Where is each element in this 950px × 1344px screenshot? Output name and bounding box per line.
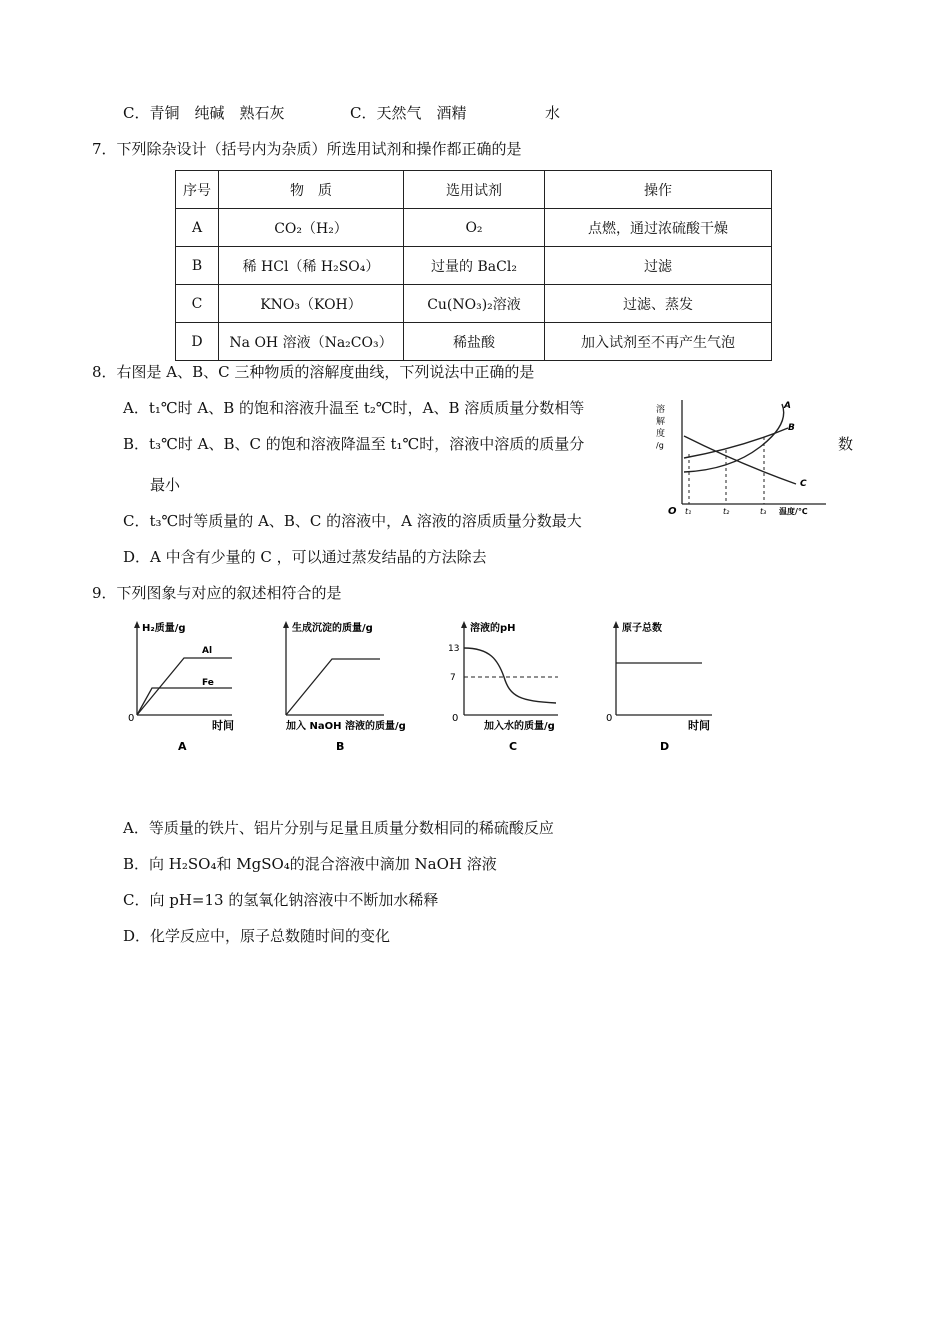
- table-row: [176, 247, 772, 285]
- table-cell: C: [176, 285, 219, 323]
- y-label-1: 溶: [656, 405, 666, 415]
- q9-option-d: D．化学反应中，原子总数随时间的变化: [123, 927, 391, 945]
- q6-option-c: [123, 102, 284, 123]
- q7-stem: 7．下列除杂设计（括号内为杂质）所选用试剂和操作都正确的是: [92, 140, 522, 158]
- table-cell: D: [176, 323, 219, 361]
- table-cell: O₂: [404, 209, 545, 247]
- graph-b-letter: B: [336, 740, 345, 753]
- tick-7: 7: [450, 673, 456, 683]
- graph-d-letter: D: [660, 740, 670, 753]
- q8-option-b: B．t₃℃时 A、B、C 的饱和溶液降温至 t₁℃时，溶液中溶质的质量分: [123, 435, 585, 453]
- table-header-row: [176, 171, 772, 209]
- q9-option-c: C．向 pH=13 的氢氧化钠溶液中不断加水稀释: [123, 891, 439, 909]
- graph-a-xlabel: 时间: [212, 719, 234, 732]
- table-cell: 点燃，通过浓硫酸干燥: [545, 209, 772, 247]
- graph-b-ylabel: 生成沉淀的质量/g: [292, 623, 373, 634]
- q8-option-a: A．t₁℃时 A、B 的饱和溶液升温至 t₂℃时，A、B 溶质质量分数相等: [123, 399, 585, 417]
- graph-c-xlabel: 加入水的质量/g: [484, 721, 555, 732]
- ph-curve: [464, 648, 556, 703]
- curve-b-label: B: [788, 423, 795, 433]
- q9-option-a: A．等质量的铁片、铝片分别与足量且质量分数相同的稀硫酸反应: [123, 819, 554, 837]
- graph-c-letter: C: [509, 740, 518, 753]
- graph-a: [120, 615, 245, 755]
- table-row: [176, 209, 772, 247]
- table-cell: B: [176, 247, 219, 285]
- precipitate-line: [286, 659, 380, 715]
- q8-option-c: C．t₃℃时等质量的 A、B、C 的溶液中，A 溶液的溶质质量分数最大: [123, 512, 582, 530]
- table-cell: 稀盐酸: [404, 323, 545, 361]
- q8-option-b-tail: 数: [838, 435, 854, 453]
- q7-table: [175, 170, 772, 361]
- q8-option-d: D．A 中含有少量的 C ，可以通过蒸发结晶的方法除去: [123, 548, 487, 566]
- q6-option-d: [350, 102, 466, 123]
- table-cell: Cu(NO₃)₂溶液: [404, 285, 545, 323]
- table-cell: 过量的 BaCl₂: [404, 247, 545, 285]
- curve-a-label: A: [784, 401, 791, 411]
- table-cell: 过滤: [545, 247, 772, 285]
- tick-t1: t₁: [685, 507, 692, 516]
- y-label-2: 解: [656, 417, 666, 427]
- y-label-3: 度: [656, 429, 666, 439]
- graph-a-letter: A: [178, 740, 187, 753]
- table-cell: 过滤、蒸发: [545, 285, 772, 323]
- curve-a: [684, 404, 784, 472]
- graph-c-ylabel: 溶液的pH: [470, 623, 516, 634]
- table-row: [176, 285, 772, 323]
- origin-label: O: [668, 506, 677, 517]
- q8-option-b-end: 最小: [150, 476, 181, 494]
- table-cell: 稀 HCl（稀 H₂SO₄）: [219, 247, 404, 285]
- q9-option-b: B．向 H₂SO₄和 MgSO₄的混合溶液中滴加 NaOH 溶液: [123, 855, 497, 873]
- table-cell: CO₂（H₂）: [219, 209, 404, 247]
- graph-a-ylabel: H₂质量/g: [142, 623, 186, 634]
- table-header: 操作: [545, 171, 772, 209]
- table-header: 序号: [176, 171, 219, 209]
- graph-c: [440, 615, 585, 755]
- table-header: 物 质: [219, 171, 404, 209]
- q8-stem: 8．右图是 A、B、C 三种物质的溶解度曲线，下列说法中正确的是: [92, 363, 535, 381]
- table-header: 选用试剂: [404, 171, 545, 209]
- graph-c-origin: 0: [452, 713, 459, 724]
- al-line: [137, 658, 232, 715]
- table-cell: Na OH 溶液（Na₂CO₃）: [219, 323, 404, 361]
- curve-c: [684, 436, 796, 484]
- q6-option-d-text: C．天然气 酒精: [350, 104, 467, 122]
- q6-option-d-tail: 水: [545, 104, 561, 122]
- graph-d-ylabel: 原子总数: [622, 623, 662, 634]
- curve-c-label: C: [800, 479, 807, 489]
- tick-t2: t₂: [723, 507, 730, 516]
- table-cell: 加入试剂至不再产生气泡: [545, 323, 772, 361]
- table-cell: KNO₃（KOH）: [219, 285, 404, 323]
- fe-label: Fe: [202, 678, 214, 688]
- tick-t3: t₃: [760, 507, 767, 516]
- graph-d-xlabel: 时间: [688, 719, 710, 732]
- solubility-curve-graph: [650, 392, 830, 520]
- fe-line: [137, 688, 232, 715]
- al-label: Al: [202, 646, 213, 656]
- q6-option-c-text: C．青铜 纯碱 熟石灰: [123, 104, 285, 122]
- graph-a-origin: 0: [128, 713, 135, 724]
- graph-b-xlabel: 加入 NaOH 溶液的质量/g: [286, 721, 406, 732]
- x-axis-label: 温度/℃: [779, 507, 808, 516]
- graph-d: [598, 615, 723, 755]
- graph-b: [272, 615, 427, 755]
- y-label-4: /g: [656, 441, 664, 450]
- table-cell: A: [176, 209, 219, 247]
- q9-stem: 9．下列图象与对应的叙述相符合的是: [92, 584, 342, 602]
- tick-13: 13: [448, 644, 460, 654]
- graph-d-origin: 0: [606, 713, 613, 724]
- table-row: [176, 323, 772, 361]
